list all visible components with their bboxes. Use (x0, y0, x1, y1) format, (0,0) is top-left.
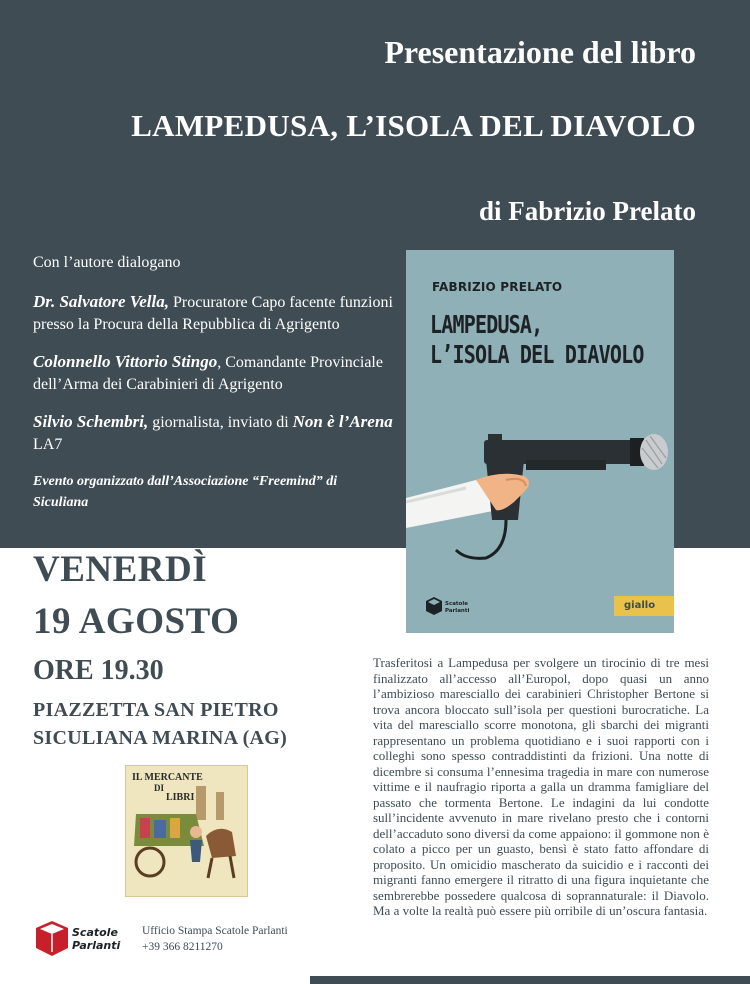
guests-intro: Con l’autore dialogano (33, 254, 181, 271)
guest-role-suffix: LA7 (33, 436, 63, 453)
guests-section (33, 252, 393, 513)
svg-text:Parlanti: Parlanti (445, 608, 470, 614)
logo-text-line: Scatole (72, 926, 118, 939)
press-office-phone: +39 366 8211270 (142, 941, 223, 953)
svg-text:Scatole: Scatole (445, 601, 468, 607)
book-cover (406, 250, 674, 633)
logo-text-line: Parlanti (72, 939, 121, 952)
cover-author: FABRIZIO PRELATO (432, 280, 563, 294)
book-synopsis: Trasferitosi a Lampedusa per svolgere un tirocinio di tre mesi finalizzato all’accesso all’Europol, dopo quasi un anno l’ambizioso maresciallo dei carabinieri Christopher Bertone si trova ancora bloccato sull’isola per questioni burocratiche. La vita del maresciallo scorre monotona, gli sbarchi dei migranti rappresentano un problema quotidiano e i suoi rapporti con i colleghi sono spesso contraddistinti da frizioni. Una notte di dicembre si consuma l’ennesima tragedia in mare con numerose vittime e il naufragio riporta a galla un dramma famigliare del passato che tormenta Bertone. Le indagini da lui condotte sull’incidente avvenuto in mare rivelano presto che i contorni dell’accaduto sono diversi da come appaiono: il gommone non è colato a picco per un guasto, bensì è stato fatto affondare di proposito. Un omicidio mascherato da suicidio e i racconti dei migranti fanno emergere il ritratto di una figura inquietante che sembrerebbe possedere qualcosa di soprannaturale: il Diavolo. Ma a volte la realtà può essere più orribile di un’oscura fantasia. (373, 655, 709, 918)
guest-item (33, 291, 393, 336)
guest-item (33, 351, 393, 396)
footer-bar (310, 976, 750, 984)
event-day: VENERDÌ (33, 549, 208, 590)
scatole-parlanti-logo-icon (34, 918, 132, 958)
cover-title (430, 310, 644, 370)
presentation-heading: Presentazione del libro (384, 34, 696, 70)
event-place-line2: SICULIANA MARINA (AG) (33, 727, 288, 749)
press-office-label: Ufficio Stampa Scatole Parlanti (142, 925, 288, 937)
cover-title-line: LAMPEDUSA, (430, 310, 543, 339)
author-line: di Fabrizio Prelato (479, 196, 696, 226)
event-place-line1: PIAZZETTA SAN PIETRO (33, 699, 279, 721)
guest-role: Procuratore Capo facente funzioni presso la Procura della Repubblica di Agrigento (33, 294, 393, 333)
guest-role: giornalista, inviato di (148, 414, 293, 431)
tv-program-name: Non è l’Arena (292, 412, 393, 431)
guest-role: , Comandante Provinciale dell’Arma dei Carabinieri di Agrigento (33, 354, 383, 393)
bookstore-illustration (126, 766, 248, 897)
store-sign-line: IL MERCANTE (132, 772, 203, 783)
cover-title-line: L’ISOLA DEL DIAVOLO (430, 340, 644, 369)
store-sign-line: LIBRI (166, 792, 195, 803)
book-title: LAMPEDUSA, L’ISOLA DEL DIAVOLO (131, 108, 696, 143)
guest-name: Silvio Schembri, (33, 412, 149, 431)
bookstore-logo-image (125, 765, 248, 897)
organizer-note: Evento organizzato dall’Associazione “Freemind” di Siculiana (33, 474, 338, 510)
event-date: 19 AGOSTO (33, 601, 240, 642)
store-sign-line: DI (154, 783, 165, 793)
publisher-logo-icon (424, 595, 470, 617)
hand-pistol-microphone-icon (406, 410, 674, 560)
event-time: ORE 19.30 (33, 655, 164, 686)
guest-name: Dr. Salvatore Vella, (33, 292, 170, 311)
guest-item (33, 411, 393, 456)
guest-name: Colonnello Vittorio Stingo (33, 352, 218, 371)
cover-series-badge: giallo (614, 596, 674, 616)
